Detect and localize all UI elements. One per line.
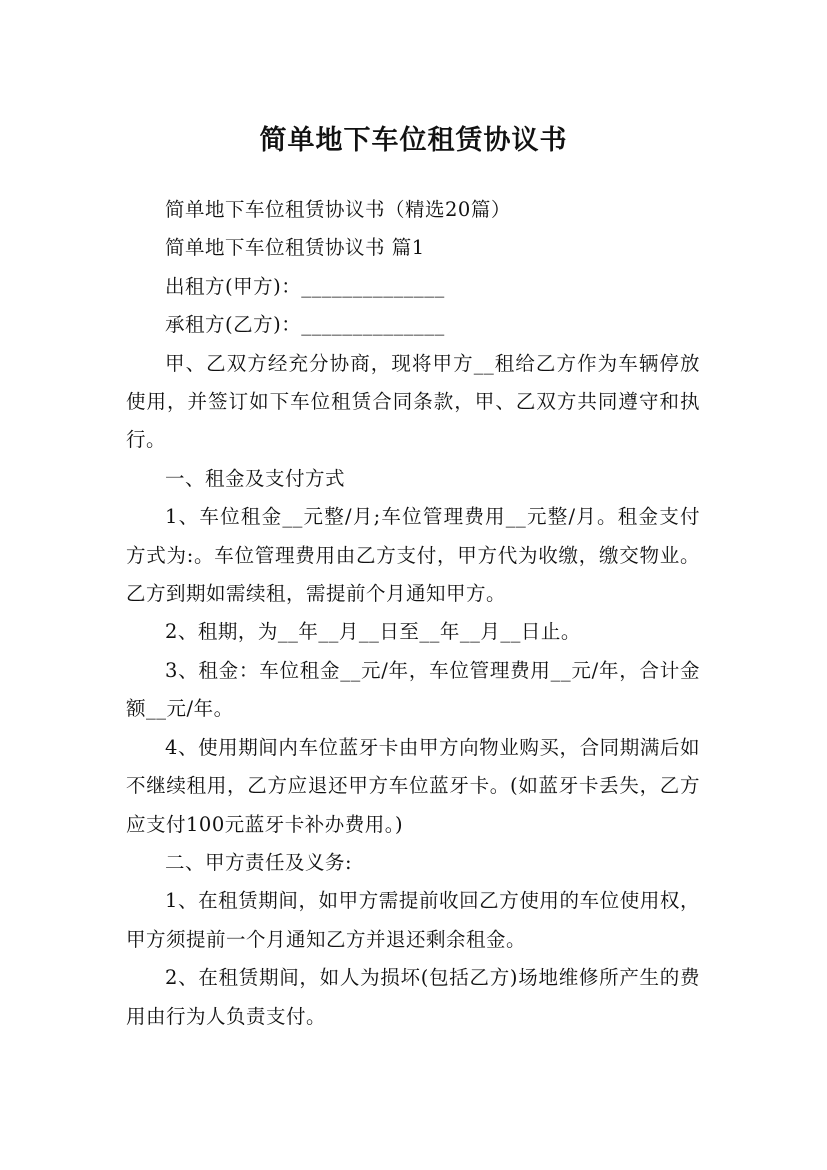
paragraph-clause-1: 1、车位租金__元整/月;车位管理费用__元整/月。租金支付方式为:。车位管理费用由乙方支付，甲方代为收缴，缴交物业。乙方到期如需续租，需提前个月通知甲方。 xyxy=(126,505,700,606)
paragraph-clause-3: 3、租金：车位租金__元/年，车位管理费用__元/年，合计金额__元/年。 xyxy=(126,658,700,721)
paragraph-subtitle: 简单地下车位租赁协议书（精选20篇） xyxy=(165,198,511,221)
paragraph-clause-2: 2、租期，为__年__月__日至__年__月__日止。 xyxy=(165,620,581,644)
paragraph-duty-1: 1、在租赁期间，如甲方需提前收回乙方使用的车位使用权，甲方须提前一个月通知乙方并退还剩余租金。 xyxy=(126,889,700,951)
paragraph-lessor: 出租方(甲方)：______________ xyxy=(165,274,445,298)
paragraph-heading-rent: 一、租金及支付方式 xyxy=(165,466,346,490)
paragraph-clause-4: 4、使用期间内车位蓝牙卡由甲方向物业购买，合同期满后如不继续租用，乙方应退还甲方车位蓝牙卡。(如蓝牙卡丢失，乙方应支付100元蓝牙卡补办费用。) xyxy=(126,735,700,836)
paragraph-intro: 甲、乙双方经充分协商，现将甲方__租给乙方作为车辆停放使用，并签订如下车位租赁合同条款，甲、乙双方共同遵守和执行。 xyxy=(126,351,700,452)
paragraph-section-heading: 简单地下车位租赁协议书 篇1 xyxy=(165,236,425,260)
document-title: 简单地下车位租赁协议书 xyxy=(259,125,568,157)
paragraph-heading-lessor-duties: 二、甲方责任及义务: xyxy=(165,850,353,874)
paragraph-duty-2: 2、在租赁期间，如人为损坏(包括乙方)场地维修所产生的费用由行为人负责支付。 xyxy=(126,966,700,1028)
document-body xyxy=(126,191,700,1036)
paragraph-lessee: 承租方(乙方)：______________ xyxy=(165,313,445,337)
